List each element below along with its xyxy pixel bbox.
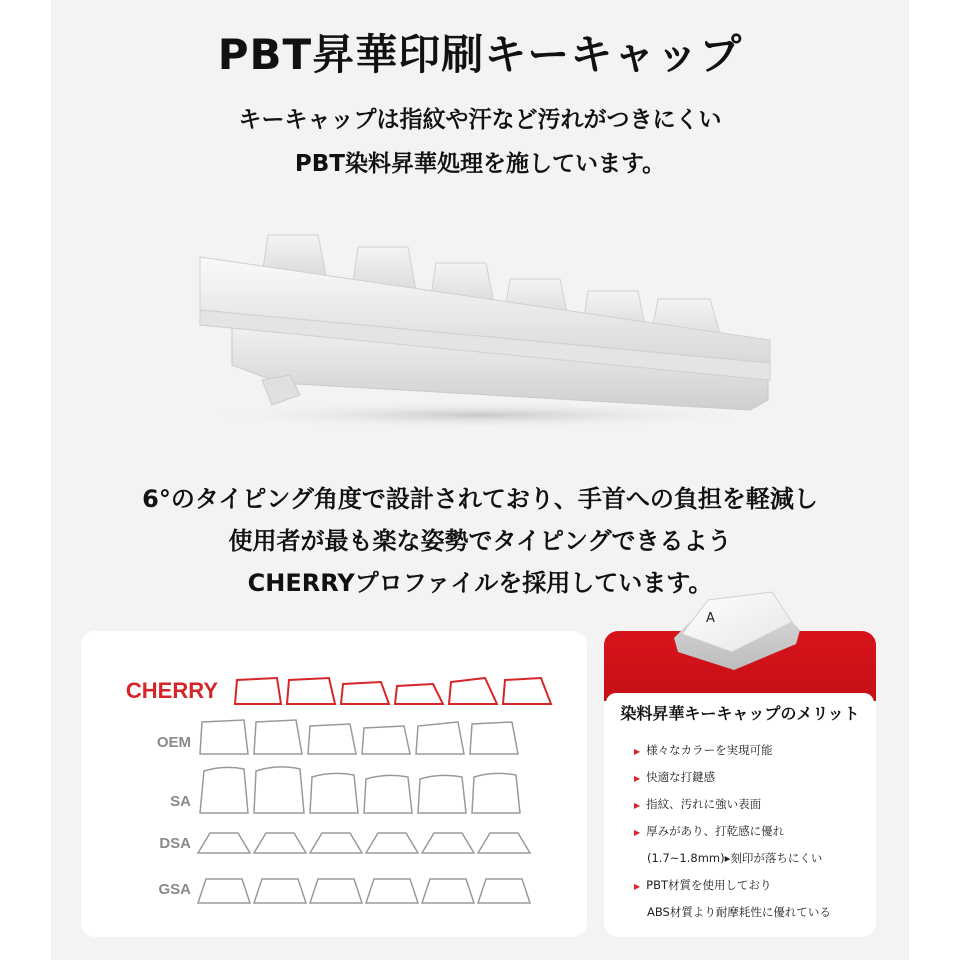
angle-line-3: CHERRYプロファイルを採用しています。 [247, 569, 713, 597]
merit-item: ▶ 様々なカラーを実現可能 [634, 737, 831, 764]
profile-row-cherry [81, 674, 587, 718]
dsa-profile-shapes [196, 829, 566, 859]
gsa-profile-shapes [196, 875, 566, 909]
triangle-right-icon: ▶ [634, 801, 641, 810]
profile-row-dsa [81, 829, 587, 873]
merit-list [634, 737, 831, 926]
profile-label: GSA [158, 881, 191, 898]
profile-label: DSA [159, 835, 191, 852]
profile-label: OEM [156, 734, 191, 751]
merit-item-continued: ABS材質より耐摩耗性に優れている [647, 905, 831, 919]
sa-profile-shapes [196, 765, 566, 821]
profile-row-gsa [81, 875, 587, 919]
keycap-a-image [668, 586, 808, 678]
profile-label: CHERRY [125, 678, 218, 703]
merit-item: ▶ 指紋、汚れに強い表面 [634, 791, 831, 818]
keyboard-side-image [150, 215, 810, 450]
triangle-right-icon: ▶ [634, 882, 641, 891]
profile-row-oem [81, 718, 587, 762]
subtitle [0, 98, 960, 186]
oem-profile-shapes [196, 718, 566, 762]
subtitle-line-2: PBT染料昇華処理を施しています。 [294, 151, 666, 177]
profile-row-sa [81, 765, 587, 809]
keycap-letter: A [706, 611, 715, 626]
page-title: PBT昇華印刷キーキャップ [217, 30, 743, 79]
angle-description [0, 478, 960, 604]
profile-comparison-card [81, 631, 587, 937]
triangle-right-icon: ▶ [634, 828, 641, 837]
cherry-profile-shapes [231, 674, 601, 714]
merit-item: ▶ 快適な打鍵感 [634, 764, 831, 791]
angle-line-1: 6°のタイピング角度で設計されており、手首への負担を軽減し [142, 485, 818, 513]
subtitle-line-1: キーキャップは指紋や汗など汚れがつきにくい [238, 107, 722, 133]
profile-label: SA [170, 793, 191, 810]
merit-title: 染料昇華キーキャップのメリット [620, 704, 860, 723]
triangle-right-icon: ▶ [634, 747, 641, 756]
triangle-right-icon: ▶ [634, 774, 641, 783]
merit-item-continued: (1.7~1.8mm)▸刻印が落ちにくい [647, 851, 823, 865]
angle-line-2: 使用者が最も楽な姿勢でタイピングできるよう [228, 527, 732, 555]
merit-item: ▶ PBT材質を使用しており [634, 872, 831, 899]
merit-item: ▶ 厚みがあり、打乾感に優れ [634, 818, 831, 845]
